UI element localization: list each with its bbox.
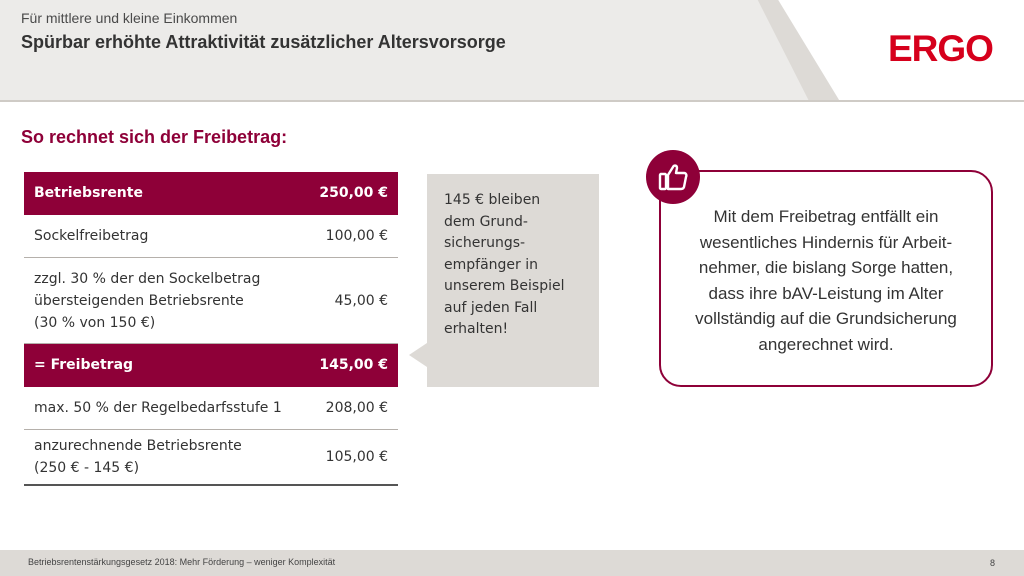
page-title: Spürbar erhöhte Attraktivität zusätzlicher Altersvorsorge [21, 32, 506, 52]
row-value: 250,00 € [319, 185, 388, 201]
callout-line: 145 € bleiben [444, 192, 541, 208]
callout-line: empfänger in [444, 256, 538, 273]
callout-line: dem Grund- [444, 213, 528, 230]
row-label: Sockelfreibetrag [34, 228, 149, 244]
row-label: max. 50 % der Regelbedarfsstufe 1 [34, 400, 282, 416]
row-label-line: übersteigenden Betriebsrente [34, 292, 244, 309]
quote-line: dass ihre bAV-Leistung im Alter [708, 283, 944, 303]
table-row-zuschlag [24, 258, 398, 344]
callout-line: auf jeden Fall [444, 299, 538, 316]
footer-text: Betriebsrentenstärkungsgesetz 2018: Mehr Förderung – weniger Komplexität [28, 557, 336, 567]
table-row-betriebsrente [24, 172, 398, 215]
ergo-logo: ERGO [888, 28, 993, 69]
quote-line: wesentliches Hindernis für Arbeit- [699, 232, 953, 252]
quote-line: Mit dem Freibetrag entfällt ein [713, 207, 939, 226]
section-heading: So rechnet sich der Freibetrag: [21, 127, 288, 147]
callout-line: erhalten! [444, 321, 509, 337]
header-divider [0, 100, 1024, 102]
quote-line: vollständig auf die Grundsicherung [695, 309, 957, 328]
callout-pointer [409, 343, 427, 367]
row-label-line: zzgl. 30 % der den Sockelbetrag [34, 270, 261, 287]
row-label-line: (250 € - 145 €) [34, 460, 140, 476]
quote-text [672, 204, 980, 357]
callout-line: unserem Beispiel [444, 278, 565, 294]
table-row-sockelfreibetrag [24, 215, 398, 258]
table-row-freibetrag [24, 344, 398, 387]
table-row-regelbedarf [24, 387, 398, 430]
row-value: 105,00 € [325, 449, 388, 465]
row-value: 100,00 € [325, 228, 388, 244]
row-label-line: (30 % von 150 €) [34, 314, 156, 331]
row-value: 45,00 € [334, 292, 388, 309]
page-number: 8 [990, 558, 996, 568]
callout-line: sicherungs- [444, 235, 526, 251]
thumbs-up-icon [646, 150, 700, 204]
callout-text [444, 190, 594, 341]
quote-line: angerechnet wird. [758, 334, 894, 354]
row-value: 208,00 € [325, 400, 388, 416]
calculation-table [24, 172, 398, 486]
row-label-multiline [34, 435, 242, 479]
page-supertitle: Für mittlere und kleine Einkommen [21, 10, 238, 26]
table-row-anzurechnende [24, 430, 398, 486]
row-label-line: anzurechnende Betriebsrente [34, 438, 242, 454]
row-value: 145,00 € [319, 357, 388, 373]
row-label: Betriebsrente [34, 185, 143, 201]
row-label-multiline [34, 268, 260, 334]
quote-line: nehmer, die bislang Sorge hatten, [698, 258, 954, 277]
thumbs-up-glyph [657, 161, 689, 193]
row-label: = Freibetrag [34, 357, 134, 373]
